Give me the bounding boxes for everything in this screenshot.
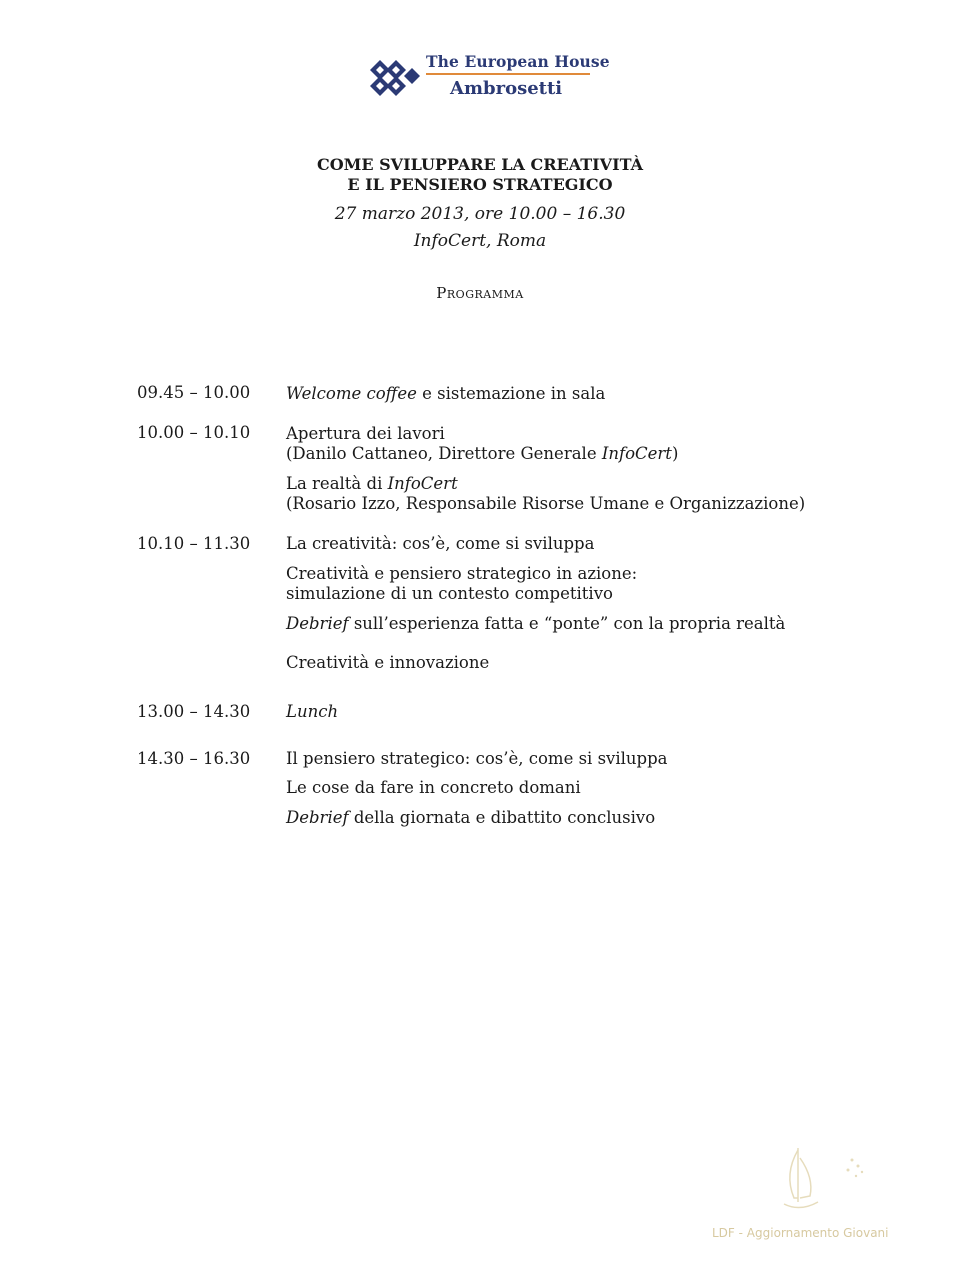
item-text: della giornata e dibattito conclusivo bbox=[348, 808, 656, 827]
item-text: Il pensiero strategico: cos’è, come si sviluppa bbox=[286, 749, 668, 768]
footer-text: LDF - Aggiornamento Giovani bbox=[712, 1226, 889, 1240]
slot-item bbox=[286, 534, 594, 554]
slot-item bbox=[286, 614, 785, 634]
slot-time: 10.10 – 11.30 bbox=[137, 534, 251, 553]
item-text: La creatività: cos’è, come si sviluppa bbox=[286, 534, 595, 553]
slot-item bbox=[286, 384, 605, 404]
item-emphasis: InfoCert bbox=[601, 444, 672, 463]
slot-item bbox=[286, 494, 805, 514]
slot-item bbox=[286, 702, 338, 722]
ambrosetti-logo-icon bbox=[370, 56, 420, 100]
title-line-1: COME SVILUPPARE LA CREATIVITÀ bbox=[316, 155, 644, 174]
slot-item bbox=[286, 424, 445, 444]
item-emphasis: Debrief bbox=[286, 808, 349, 827]
item-emphasis: Debrief bbox=[286, 614, 349, 633]
item-text: Apertura dei lavori bbox=[286, 424, 445, 443]
slot-time: 13.00 – 14.30 bbox=[137, 702, 251, 721]
item-text: (Danilo Cattaneo, Direttore Generale bbox=[286, 444, 602, 463]
logo bbox=[370, 52, 610, 102]
slot-item bbox=[286, 564, 637, 584]
logo-rule bbox=[426, 73, 590, 75]
item-text: (Rosario Izzo, Responsabile Risorse Umane e Organizzazione) bbox=[286, 494, 806, 513]
slot-item bbox=[286, 808, 655, 828]
slot-time: 14.30 – 16.30 bbox=[137, 749, 251, 768]
event-info bbox=[0, 201, 960, 255]
item-text: Creatività e pensiero strategico in azione: bbox=[286, 564, 638, 583]
item-emphasis: Lunch bbox=[286, 702, 339, 721]
item-text: sull’esperienza fatta e “ponte” con la propria realtà bbox=[348, 614, 786, 633]
event-date: 27 marzo 2013, ore 10.00 – 16.30 bbox=[334, 204, 626, 224]
item-text: e sistemazione in sala bbox=[416, 384, 606, 403]
slot-item bbox=[286, 584, 613, 604]
title-line-2: E IL PENSIERO STRATEGICO bbox=[347, 175, 613, 194]
logo-line-2: Ambrosetti bbox=[450, 78, 563, 99]
logo-line-1: The European House bbox=[426, 52, 610, 71]
slot-time: 09.45 – 10.00 bbox=[137, 383, 251, 402]
slot-time: 10.00 – 10.10 bbox=[137, 423, 251, 442]
sailboat-icon bbox=[770, 1140, 870, 1220]
item-emphasis: Welcome coffee bbox=[286, 384, 417, 403]
slot-item bbox=[286, 778, 581, 798]
section-heading: Programma bbox=[436, 284, 524, 302]
slot-item bbox=[286, 653, 489, 673]
page-title bbox=[0, 155, 960, 195]
item-text: Creatività e innovazione bbox=[286, 653, 490, 672]
slot-item bbox=[286, 444, 678, 464]
slot-item bbox=[286, 749, 668, 769]
item-text: La realtà di bbox=[286, 474, 388, 493]
item-text-after: ) bbox=[671, 444, 679, 463]
slot-item bbox=[286, 474, 458, 494]
event-place: InfoCert, Roma bbox=[413, 231, 547, 251]
item-text: Le cose da fare in concreto domani bbox=[286, 778, 581, 797]
item-text: simulazione di un contesto competitivo bbox=[286, 584, 613, 603]
item-emphasis: InfoCert bbox=[387, 474, 458, 493]
